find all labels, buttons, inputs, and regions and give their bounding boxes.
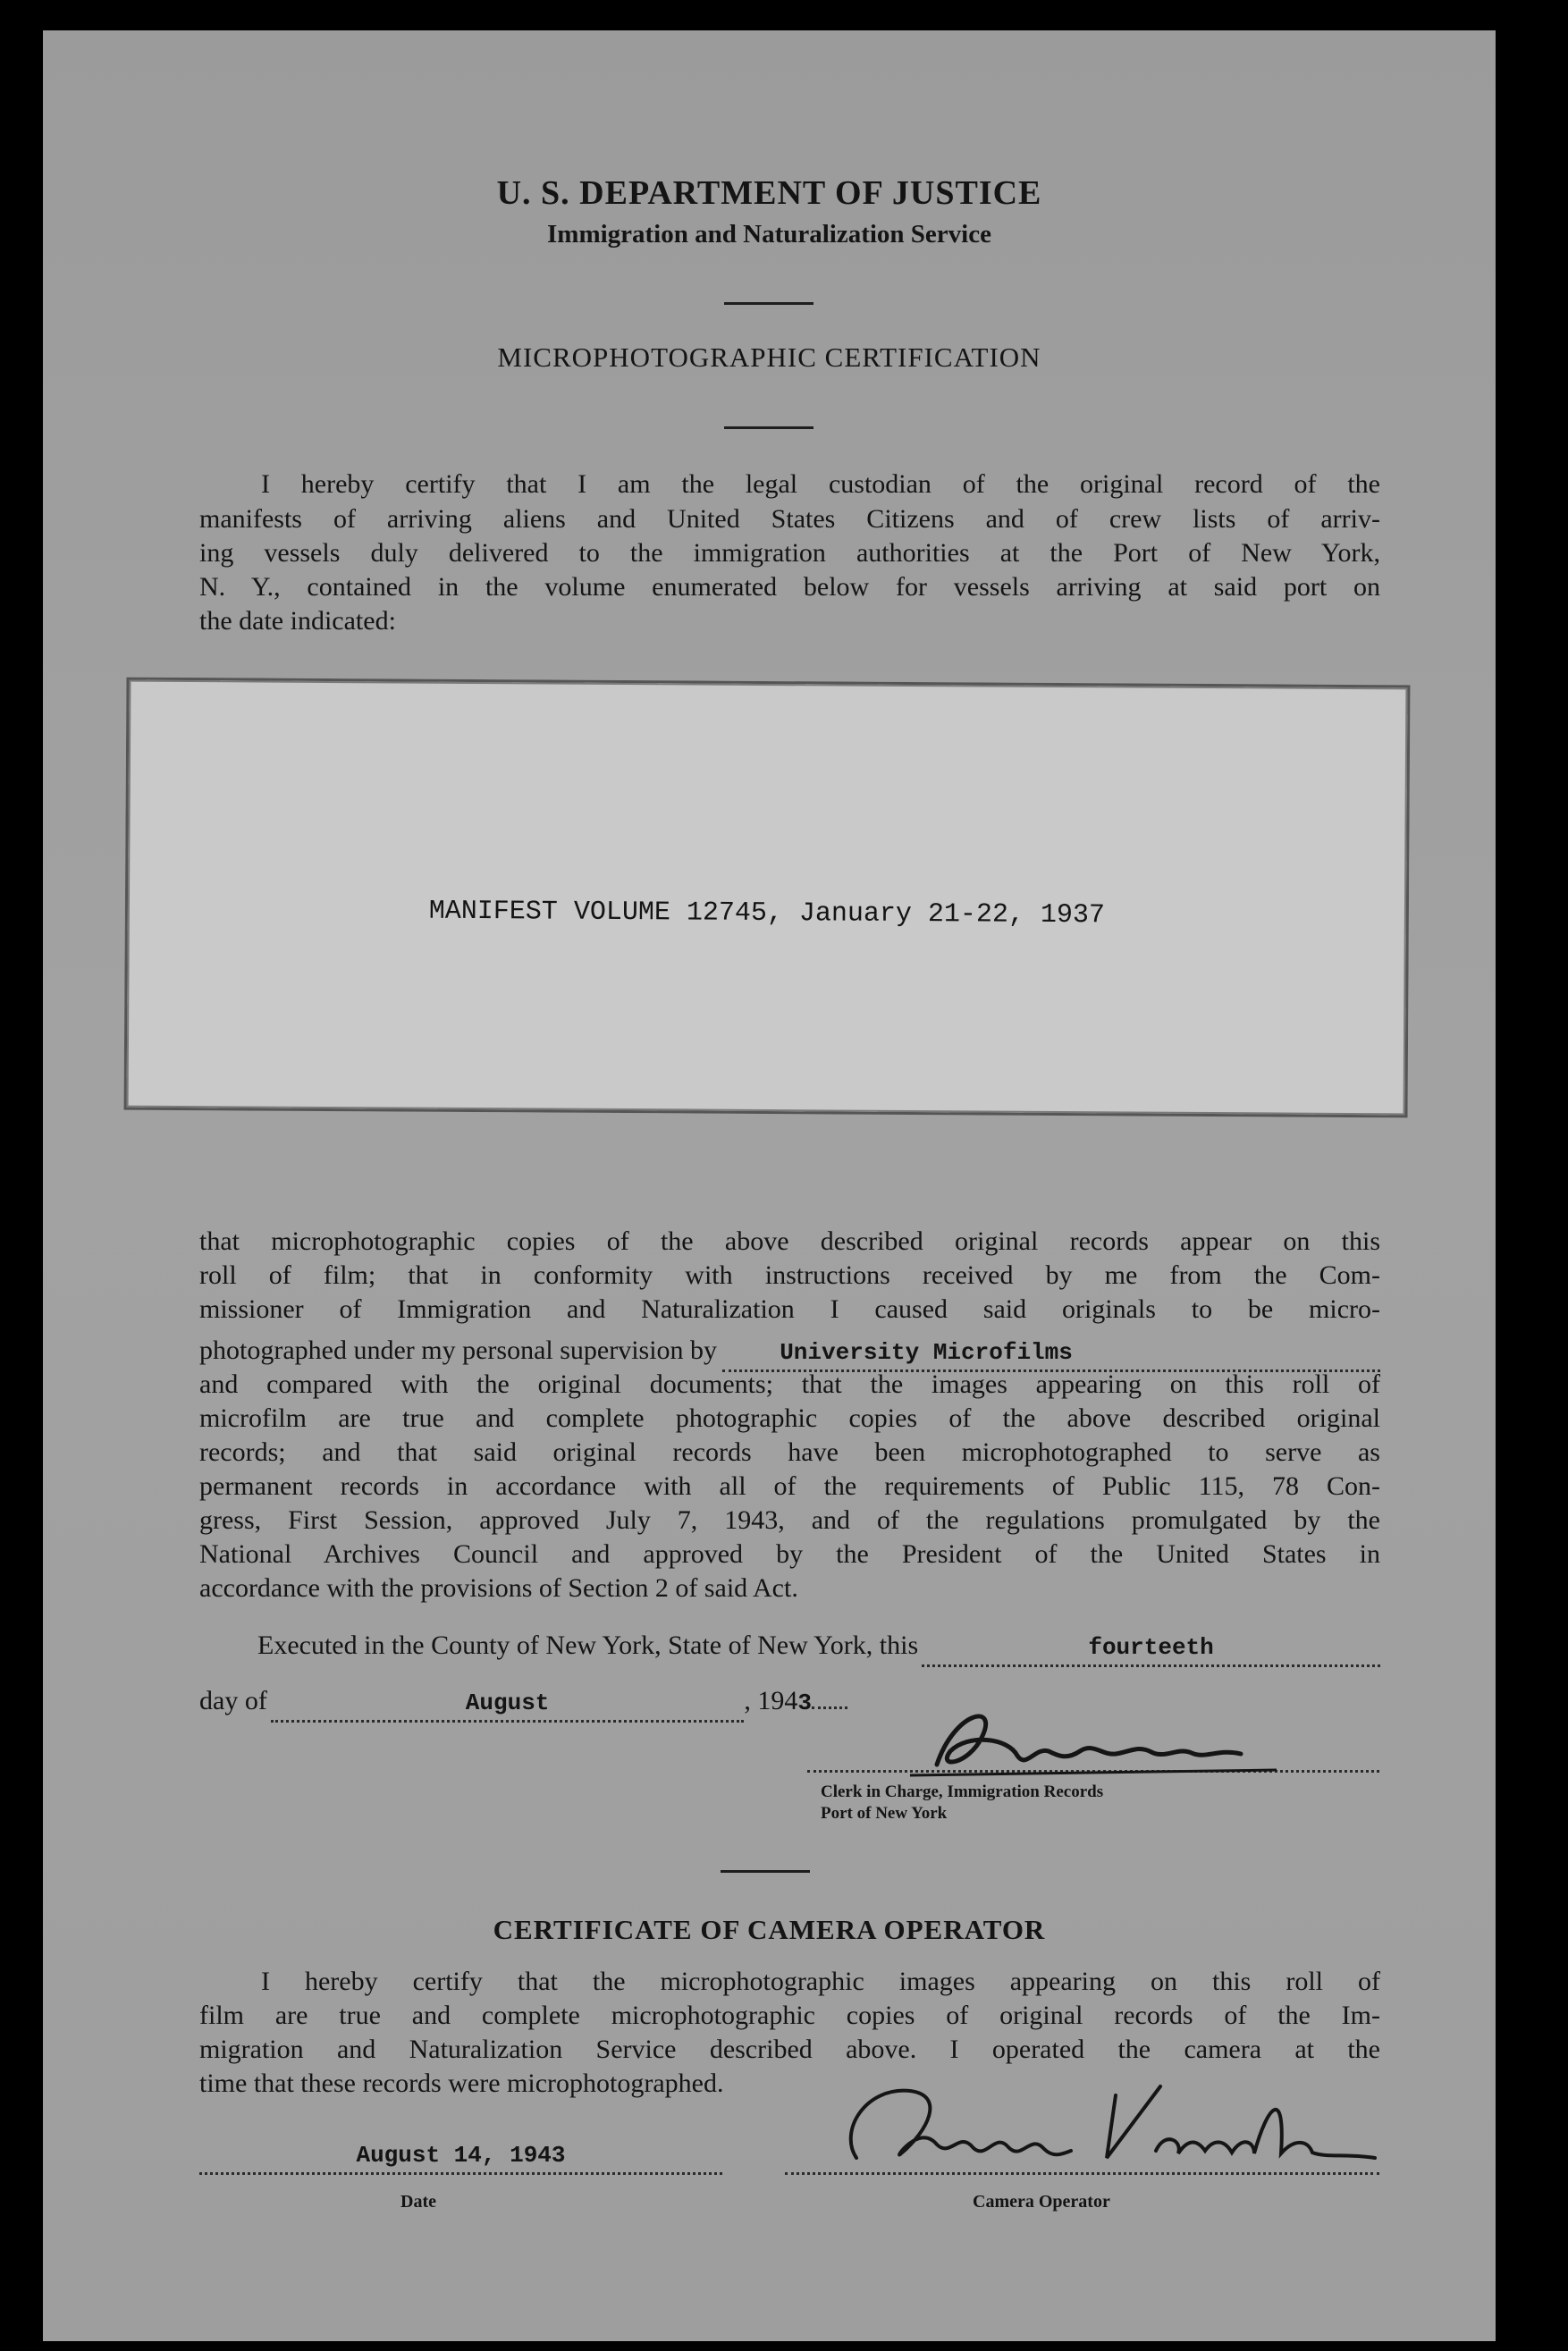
manifest-volume-text: MANIFEST VOLUME 12745, January 21-22, 1937 xyxy=(428,896,1106,931)
body-line: gress, First Session, approved July 7, 1943, and of the regulations promulgated by the xyxy=(199,1505,1380,1535)
month-field xyxy=(271,1686,745,1723)
camera-operator-label: Camera Operator xyxy=(973,2192,1110,2212)
certificate-page xyxy=(43,30,1496,2341)
photographed-prefix: photographed under my personal supervision by xyxy=(199,1336,718,1365)
year-prefix: , 194 xyxy=(744,1686,798,1715)
manifest-slip xyxy=(124,678,1411,1118)
certification-title: MICROPHOTOGRAPHIC CERTIFICATION xyxy=(497,341,1041,373)
operator-date-field xyxy=(199,2138,722,2175)
intro-line: ing vessels duly delivered to the immigration authorities at the Port of New York, xyxy=(199,538,1380,568)
clerk-signature xyxy=(901,1702,1321,1782)
photographed-by-line xyxy=(199,1334,1380,1372)
body-line: permanent records in accordance with all of the requirements of Public 115, 78 Con- xyxy=(199,1471,1380,1501)
operator-line: migration and Naturalization Service described above. I operated the camera at the xyxy=(199,2035,1380,2064)
photographed-by-field xyxy=(722,1336,1380,1372)
body-line: accordance with the provisions of Section 2 of said Act. xyxy=(199,1573,798,1603)
operator-date-value: August 14, 1943 xyxy=(356,2142,566,2169)
executed-day-value: fourteeth xyxy=(1088,1634,1214,1661)
clerk-title: Clerk in Charge, Immigration Records xyxy=(821,1782,1104,1801)
operator-section-title: CERTIFICATE OF CAMERA OPERATOR xyxy=(493,1914,1046,1945)
body-line: records; and that said original records have been microphotographed to serve as xyxy=(199,1437,1380,1467)
divider-rule xyxy=(724,426,814,429)
operator-signature xyxy=(803,2069,1384,2176)
department-title: U. S. DEPARTMENT OF JUSTICE xyxy=(496,174,1042,212)
intro-line: manifests of arriving aliens and United States Citizens and of crew lists of arriv- xyxy=(199,504,1380,534)
body-line: microfilm are true and complete photographic copies of the above described original xyxy=(199,1403,1380,1433)
intro-line: the date indicated: xyxy=(199,606,396,636)
year-digit: 3 xyxy=(797,1690,812,1716)
service-subtitle: Immigration and Naturalization Service xyxy=(547,220,991,249)
body-line: missioner of Immigration and Naturalization I caused said originals to be micro- xyxy=(199,1294,1380,1324)
intro-line: I hereby certify that I am the legal custodian of the original record of the xyxy=(261,469,1380,499)
body-line: roll of film; that in conformity with instructions received by me from the Com- xyxy=(199,1260,1380,1290)
clerk-port: Port of New York xyxy=(821,1804,948,1823)
body-line: and compared with the original documents; that the images appearing on this roll of xyxy=(199,1369,1380,1399)
month-value: August xyxy=(465,1690,550,1716)
operator-line: I hereby certify that the microphotographic images appearing on this roll of xyxy=(261,1967,1380,1996)
executed-day-field xyxy=(922,1631,1380,1667)
divider-rule xyxy=(721,1870,810,1873)
executed-line xyxy=(257,1629,1380,1667)
photographed-by-value: University Microfilms xyxy=(780,1339,1073,1366)
divider-rule xyxy=(724,302,814,305)
body-line: that microphotographic copies of the above described original records appear on this xyxy=(199,1226,1380,1256)
body-line: National Archives Council and approved by the President of the United States in xyxy=(199,1539,1380,1569)
date-label: Date xyxy=(400,2192,436,2212)
day-of-label: day of xyxy=(199,1686,267,1715)
executed-prefix: Executed in the County of New York, State of New York, this xyxy=(257,1631,919,1660)
intro-line: N. Y., contained in the volume enumerated below for vessels arriving at said port on xyxy=(199,572,1380,602)
day-of-line xyxy=(199,1684,847,1723)
operator-line: film are true and complete microphotographic copies of original records of the Im- xyxy=(199,2001,1380,2030)
operator-line: time that these records were microphotographed. xyxy=(199,2069,724,2098)
